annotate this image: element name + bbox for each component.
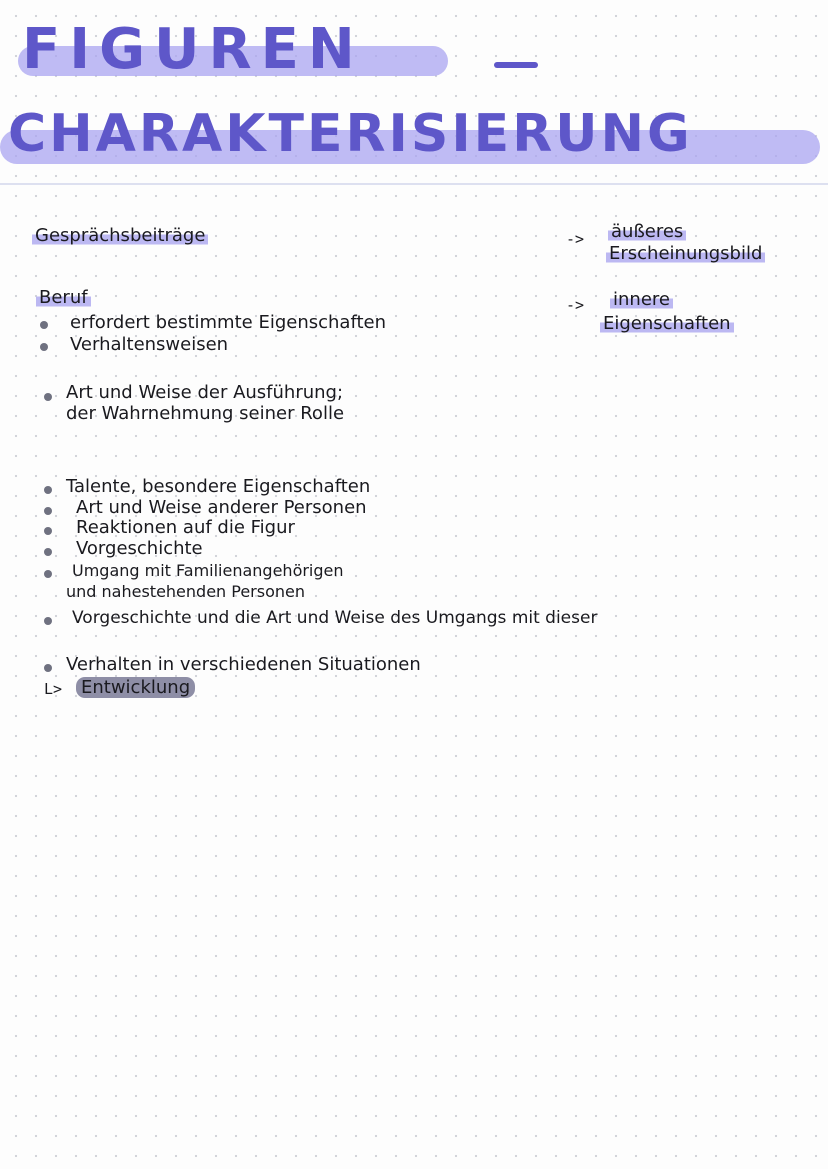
bullet xyxy=(44,527,52,535)
note-innere: innere xyxy=(610,290,673,310)
bullet xyxy=(44,507,52,515)
list-item: Reaktionen auf die Figur xyxy=(76,517,295,538)
note-eigenschaften: Eigenschaften xyxy=(600,314,734,334)
list-item: Art und Weise anderer Personen xyxy=(76,497,367,518)
heading-gespraechsbeitraege: Gesprächsbeiträge xyxy=(32,226,208,246)
beruf-item-2: Verhaltensweisen xyxy=(70,334,229,355)
bullet xyxy=(44,664,52,672)
arrow-right-1: -> xyxy=(566,230,585,248)
list-item: Umgang mit Familienangehörigen xyxy=(72,561,344,580)
bullet xyxy=(44,393,52,401)
list-item: Vorgeschichte xyxy=(76,538,203,559)
bullet xyxy=(40,343,48,351)
bullet xyxy=(44,548,52,556)
entwicklung: Entwicklung xyxy=(76,678,195,698)
title-divider xyxy=(0,183,828,185)
art-line-1: Art und Weise der Ausführung; xyxy=(66,382,344,403)
list-item: Vorgeschichte und die Art und Weise des Umgangs mit dieser xyxy=(72,608,598,628)
title-line-2: CHARAKTERISIERUNG xyxy=(8,104,693,164)
verhalten-text: Verhalten in verschiedenen Situationen xyxy=(66,654,421,675)
title-dash xyxy=(494,62,538,68)
note-aeusseres: äußeres xyxy=(608,222,686,242)
list-item: Talente, besondere Eigenschaften xyxy=(66,476,371,497)
title-line-1: FIGUREN xyxy=(22,17,364,82)
arrow-right-2: -> xyxy=(566,296,585,314)
bullet xyxy=(44,570,52,578)
bullet xyxy=(44,486,52,494)
bullet xyxy=(40,321,48,329)
arrow-down-right: L> xyxy=(44,680,63,698)
beruf-item-1: erfordert bestimmte Eigenschaften xyxy=(70,312,387,333)
bullet xyxy=(44,617,52,625)
beruf-label: Beruf xyxy=(36,288,91,308)
note-erscheinungsbild: Erscheinungsbild xyxy=(606,244,765,264)
list-item-continued: und nahestehenden Personen xyxy=(66,582,306,601)
art-line-2: der Wahrnehmung seiner Rolle xyxy=(66,403,345,424)
